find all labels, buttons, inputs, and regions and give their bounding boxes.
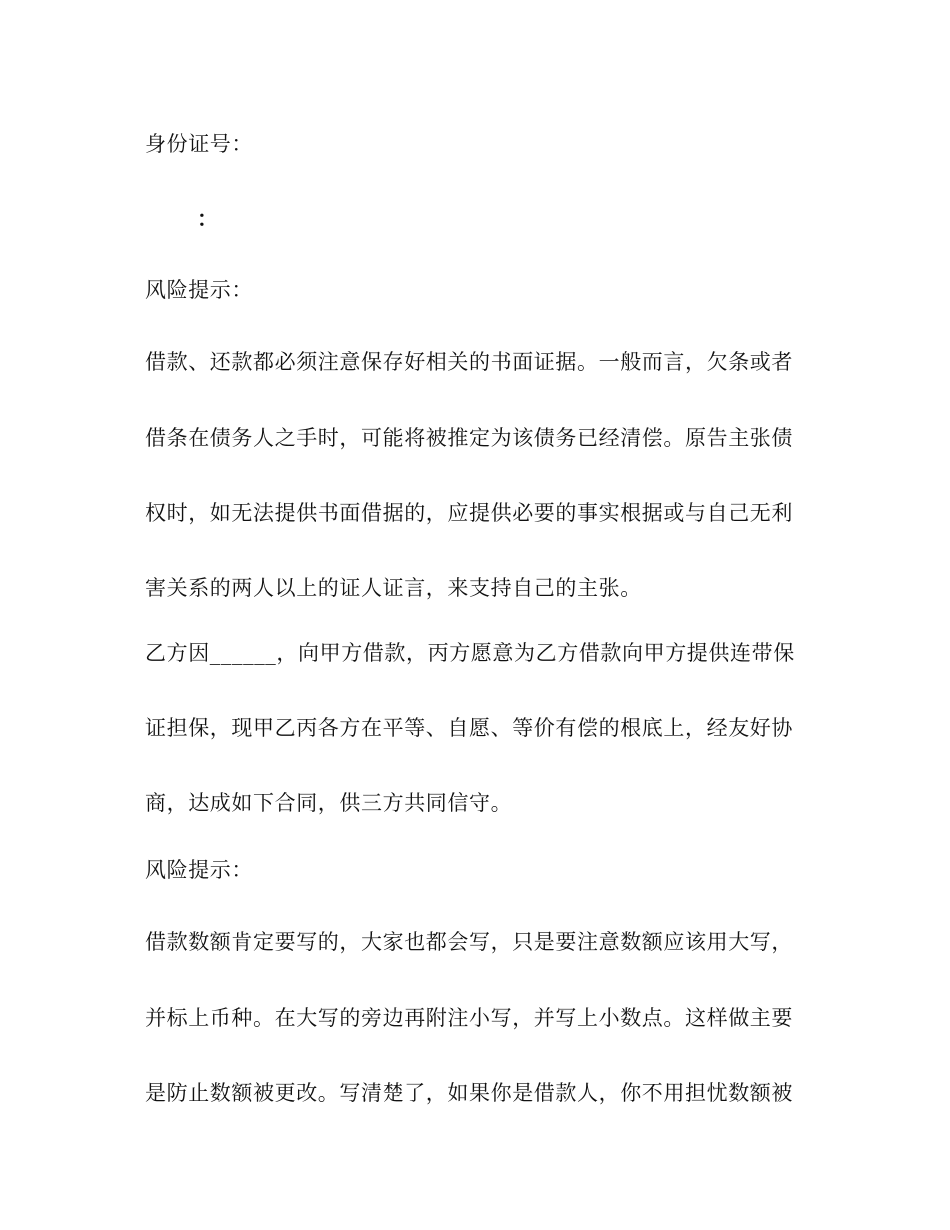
paragraph-line: 借款、还款都必须注意保存好相关的书面证据。一般而言，欠条或者 xyxy=(145,350,793,374)
paragraph-line: 借条在债务人之手时，可能将被推定为该债务已经清偿。原告主张债 xyxy=(145,426,793,450)
paragraph-line: 是防止数额被更改。写清楚了，如果你是借款人，你不用担忧数额被 xyxy=(145,1081,793,1105)
paragraph-line: 权时，如无法提供书面借据的，应提供必要的事实根据或与自己无利 xyxy=(145,501,793,525)
paragraph-line: 并标上币种。在大写的旁边再附注小写，并写上小数点。这样做主要 xyxy=(145,1006,793,1030)
risk-heading: 风险提示： xyxy=(145,858,253,882)
paragraph-line: 商，达成如下合同，供三方共同信守。 xyxy=(145,791,513,815)
paragraph-line: 证担保，现甲乙丙各方在平等、自愿、等价有偿的根底上，经友好协 xyxy=(145,716,793,740)
risk-heading: 风险提示： xyxy=(145,278,253,302)
paragraph-line: 借款数额肯定要写的，大家也都会写，只是要注意数额应该用大写， xyxy=(145,930,793,954)
blank-field-colon: ： xyxy=(197,206,219,231)
id-number-label: 身份证号： xyxy=(145,132,253,156)
paragraph-line: 害关系的两人以上的证人证言，来支持自己的主张。 xyxy=(145,576,642,600)
paragraph-line: 乙方因______，向甲方借款，丙方愿意为乙方借款向甲方提供连带保 xyxy=(145,641,795,665)
